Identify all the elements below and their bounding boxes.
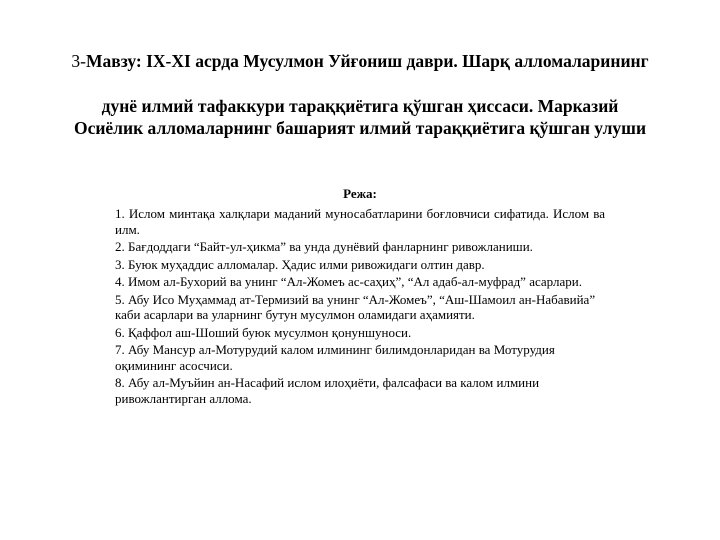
title-line-3: Осиёлик алломаларнинг башарият илмий тараққиётига қўшган улуши xyxy=(73,118,647,138)
plan-item-8: 8. Абу ал-Муъйин ан-Насафий ислом илоҳиёти, фалсафаси ва калом илмини ривожлантирган аллома. xyxy=(115,375,540,406)
title-number: 3- xyxy=(71,51,86,71)
plan-item-5: 5. Абу Исо Муҳаммад ат-Термизий ва унинг “Ал-Жомеъ”, “Аш-Шамоил ан-Набавийа” каби асарлари ва уларнинг бутун мусулмон оламидаги аҳамияти. xyxy=(115,291,596,322)
plan-list xyxy=(115,206,605,408)
plan-item-4: 4. Имом ал-Бухорий ва унинг “Ал-Жомеъ ас-саҳиҳ”, “Ал адаб-ал-муфрад” асарлари. xyxy=(115,274,582,289)
plan-item-2: 2. Бағдоддаги “Байт-ул-ҳикма” ва унда дунёвий фанларнинг ривожланиши. xyxy=(115,239,533,254)
plan-item-1: 1. Ислом минтақа халқлари маданий муносабатларини боғловчиси сифатида. Ислом ва илм. xyxy=(115,206,605,237)
title-line-1-text: Мавзу: IX-XI асрда Мусулмон Уйғониш даври. Шарқ алломаларининг xyxy=(86,51,649,71)
plan-item-6: 6. Қаффол аш-Шоший буюк мусулмон қонуншуноси. xyxy=(115,324,412,340)
title-line-1 xyxy=(40,50,680,72)
plan-heading: Режа: xyxy=(343,186,377,201)
title-line-2: дунё илмий тафаккури тараққиётига қўшган ҳиссаси. Марказий xyxy=(101,96,619,116)
plan-item-3: 3. Буюк муҳаддис алломалар. Ҳадис илми ривожидаги олтин давр. xyxy=(115,256,485,272)
plan-item-7: 7. Абу Мансур ал-Мотурудий калом илмининг билимдонларидан ва Мотурудия оқимининг асосчиси. xyxy=(115,342,555,373)
